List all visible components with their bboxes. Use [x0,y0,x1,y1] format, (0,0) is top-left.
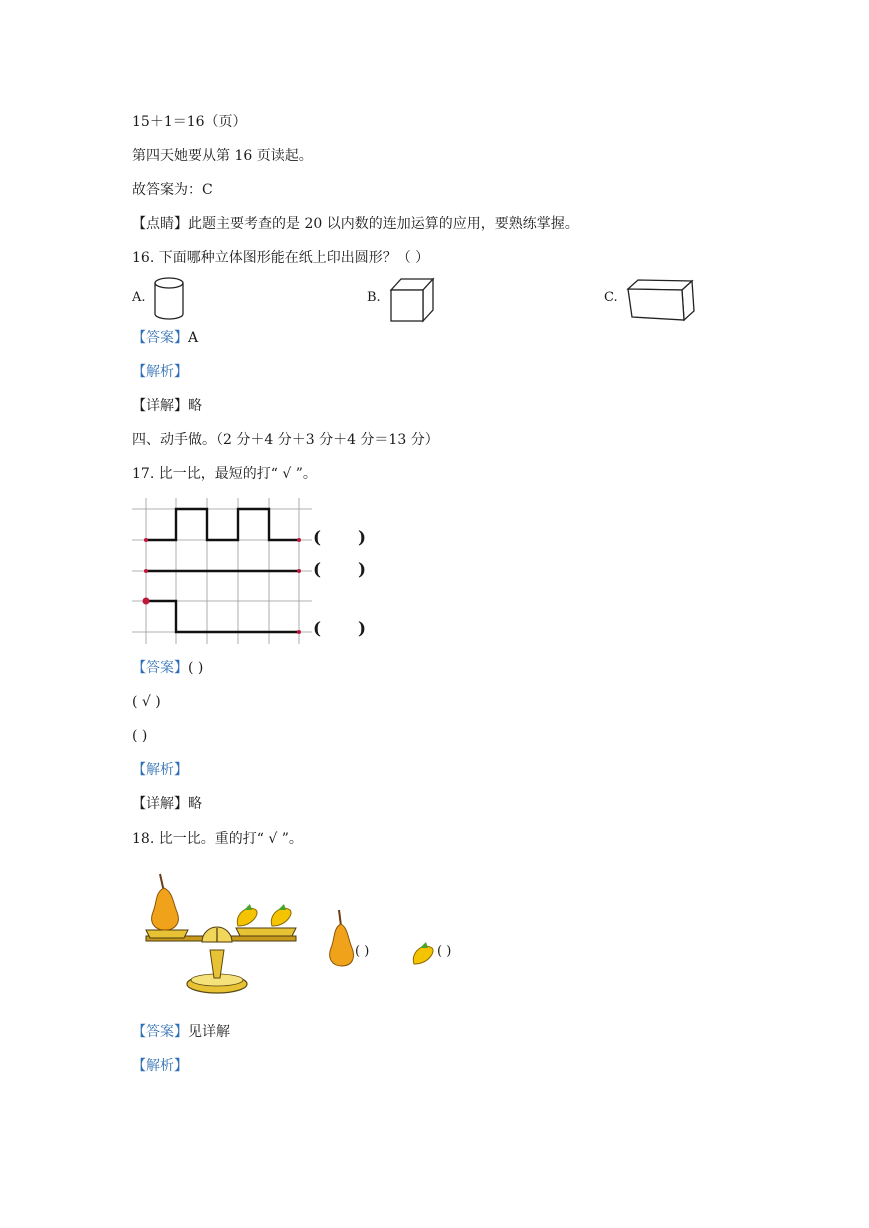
answer-value: 见详解 [188,1024,230,1040]
q18-analysis-tag: 【解析】 [132,1058,188,1074]
answer-line-2: ( √ ) [132,694,161,710]
answer-value: A [188,330,199,346]
q16-detail [132,396,202,416]
q16-analysis-tag: 【解析】 [132,364,188,380]
cylinder-icon [152,276,186,322]
mango-blank: ( ) [437,944,452,959]
q16-option-c-label: C. [604,290,618,305]
grid-paths-figure [132,498,317,644]
q17-question: 17. 比一比，最短的打“ √ ”。 [132,466,317,482]
q18-answer [132,1022,230,1042]
q17-analysis-tag: 【解析】 [132,762,188,778]
blank-bracket-3-close: ) [358,619,367,639]
answer-line: 故答案为：C [132,182,213,198]
conclusion-line: 第四天她要从第 16 页读起。 [132,148,313,164]
detail-tag: 【详解】 [132,796,188,812]
q16-answer [132,328,198,348]
detail-text: 略 [188,796,202,812]
cuboid-icon [626,278,696,322]
q17-answer [132,658,203,678]
tip-text: 此题主要考查的是 20 以内数的连加运算的应用，要熟练掌握。 [188,216,579,232]
detail-tag: 【详解】 [132,398,188,414]
q16-question: 16. 下面哪种立体图形能在纸上印出圆形？（ ） [132,250,430,266]
tip-line [132,214,579,234]
answer-line-3: ( ) [132,728,148,744]
blank-bracket-2-open: ( [313,560,322,580]
q16-option-b-label: B. [367,290,381,305]
pear-blank: ( ) [355,944,370,959]
tip-tag: 【点睛】 [132,216,188,232]
calc-line: 15＋1＝16（页） [132,114,247,130]
q16-option-a-label: A. [132,290,146,305]
answer-tag: 【答案】 [132,660,188,676]
blank-bracket-1-open: ( [313,528,322,548]
mango-icon [410,936,438,968]
answer-line-1: ( ) [188,660,204,676]
blank-bracket-3-open: ( [313,619,322,639]
cube-icon [389,276,437,324]
answer-tag: 【答案】 [132,1024,188,1040]
detail-text: 略 [188,398,202,414]
blank-bracket-1-close: ) [358,528,367,548]
q18-question: 18. 比一比。重的打“ √ ”。 [132,831,303,847]
blank-bracket-2-close: ) [358,560,367,580]
balance-scale-figure [140,870,310,1000]
pear-icon [324,908,358,970]
section-4-heading: 四、动手做。（2 分＋4 分＋3 分＋4 分＝13 分） [132,432,439,448]
answer-tag: 【答案】 [132,330,188,346]
q17-detail [132,794,202,814]
